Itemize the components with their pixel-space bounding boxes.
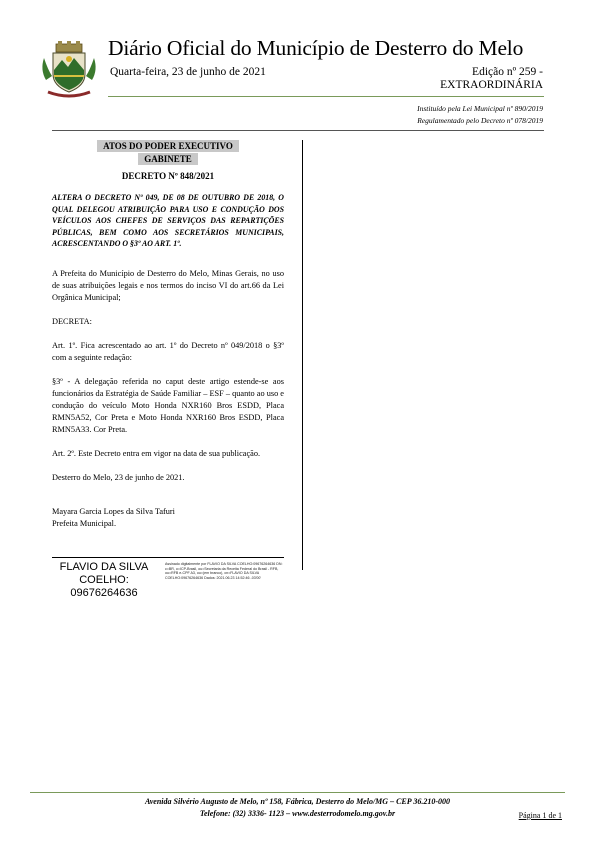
digital-signature-details: Assinado digitalmente por FLAVIO DA SILVA COELHO:09676264636 DN: c=BR, o=ICP-Brasil, ou=Secretaria da Receita Federal do Brasil - RFB, ou=RFB e-CPF A3, ou=(em branco), cn=FLAVIO DA SILVA COELHO:09676264636 Dados: 2021.06.23 14:52:46 -03'00'	[165, 562, 283, 580]
decreta-label: DECRETA:	[52, 316, 92, 326]
decree-column	[52, 140, 284, 530]
section-title-wrap	[52, 140, 284, 152]
signer-role: Prefeita Municipal.	[52, 518, 117, 528]
section-subtitle: GABINETE	[138, 153, 198, 165]
column-divider	[302, 140, 303, 570]
regulation-decree: Regulamentado pelo Decreto nº 078/2019	[417, 116, 543, 125]
article-2: Art. 2º. Este Decreto entra em vigor na data de sua publicação.	[52, 448, 261, 458]
institution-law: Instituído pela Lei Municipal nº 890/2019	[417, 104, 543, 113]
section-subtitle-wrap	[52, 153, 284, 165]
signature-divider	[52, 557, 284, 558]
signature-holder: FLAVIO DA SILVA COELHO:	[59, 561, 149, 586]
footer-address: Avenida Silvério Augusto de Melo, nº 158, Fábrica, Desterro do Melo/MG – CEP 36.210-000	[145, 797, 450, 806]
municipal-crest-icon	[38, 40, 100, 102]
gazette-title: Diário Oficial do Município de Desterro do Melo	[108, 36, 524, 60]
decree-summary: ALTERA O DECRETO Nº 049, DE 08 DE OUTUBRO DE 2018, O QUAL DELEGOU ATRIBUIÇÃO PARA USO E CONDUÇÃO DOS VEÍCULOS AOS CHEFES DE SERVIÇOS DAS REPARTIÇÕES PÚBLICAS, BEM COMO AOS SECRETÁRIOS MUNICIPAIS, ACRESCENTANDO O §3º AO ART. 1º.	[52, 193, 284, 248]
footer-divider	[30, 792, 565, 793]
article-1: Art. 1º. Fica acrescentado ao art. 1º do Decreto nº 049/2018 o §3º com a seguinte redação:	[52, 340, 284, 362]
place-date: Desterro do Melo, 23 de junho de 2021.	[52, 472, 185, 482]
signer-name: Mayara Garcia Lopes da Silva Tafuri	[52, 506, 175, 516]
paragraph-3: §3º - A delegação referida no caput deste artigo estende-se aos funcionários da Estratégia de Saúde Familiar – ESF – quanto ao uso e condução do veículo Moto Honda NXR160 Bros ESDD, Placa RMN5A52, Cor Preta e Moto Honda NXR160 Bros ESDD, Placa RMN5A33. Cor Preta.	[52, 376, 284, 434]
edition-number: Edição nº 259 -	[472, 66, 543, 78]
footer-contact: Telefone: (32) 3336- 1123 – www.desterrodomelo.mg.gov.br	[199, 809, 396, 818]
edition-type: EXTRAORDINÁRIA	[440, 79, 543, 91]
publication-date: Quarta-feira, 23 de junho de 2021	[110, 66, 266, 78]
decree-title: DECRETO Nº 848/2021	[121, 171, 215, 181]
digital-signature-name	[58, 561, 150, 600]
page-number: Página 1 de 1	[518, 811, 562, 820]
preamble: A Prefeita do Município de Desterro do Melo, Minas Gerais, no uso de suas atribuições legais e nos termos do inciso VI do art.66 da Lei Orgânica Municipal;	[52, 268, 284, 302]
content-divider	[52, 130, 544, 131]
header-divider	[108, 96, 544, 97]
signature-id: 09676264636	[70, 587, 138, 599]
section-title: ATOS DO PODER EXECUTIVO	[97, 140, 239, 152]
